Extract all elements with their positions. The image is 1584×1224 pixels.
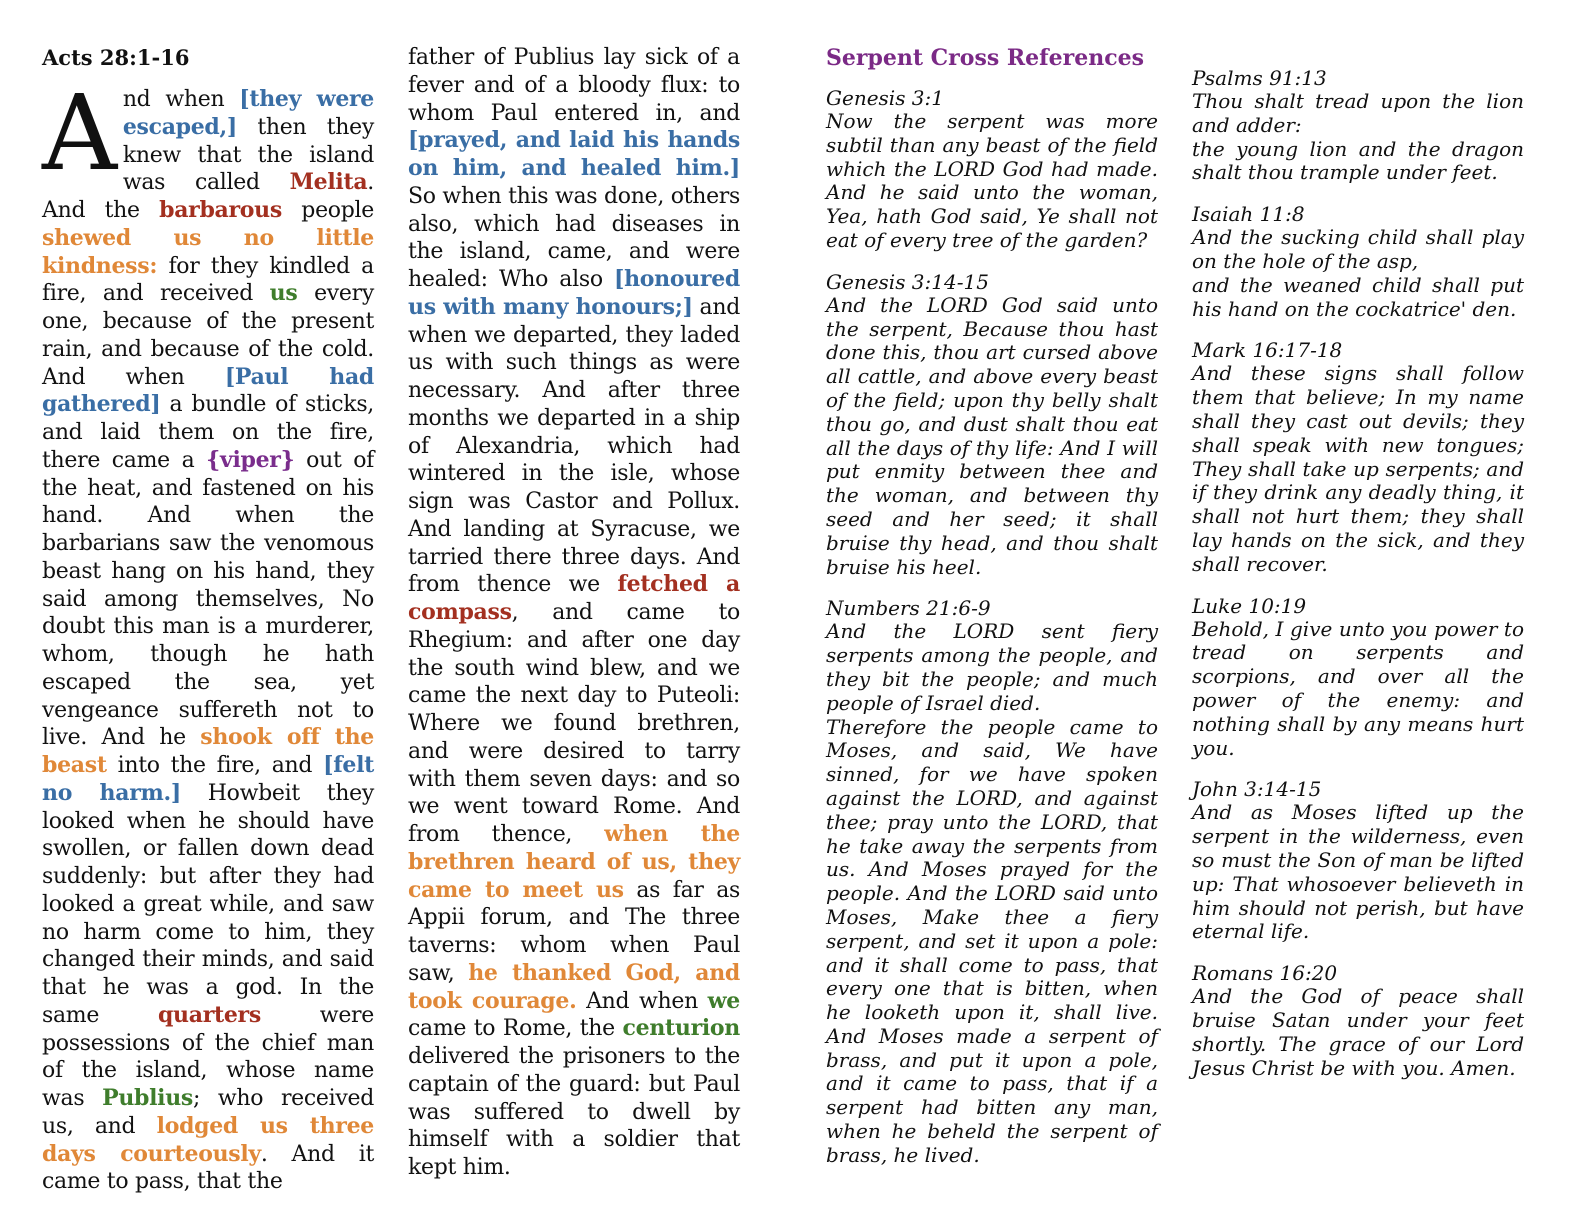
highlight-blue: [honoured us with many honours;] [408, 266, 740, 320]
reference-citation: Isaiah 11:8 [1192, 202, 1305, 227]
drop-cap: A [42, 72, 117, 194]
reference-line: Therefore the people came to Moses, and said, We have sinned, for we have spoken against the LORD, and against thee; pray unto the LORD, that he take away the serpents from us. And Moses prayed for the people. And the LORD said unto Moses, Make thee a fiery serpent, and set it upon a pole: and it shall come to pass, that every one that is bitten, when he looketh upon it, shall live. And Moses made a serpent of brass, and put it upon a pole, and it came to pass, that if a serpent had bitten any man, when he beheld the serpent of brass, he lived. [826, 714, 1158, 1167]
reference-text [1192, 618, 1524, 761]
highlight-green: Publius [102, 1085, 194, 1111]
reference-line: And as Moses lifted up the serpent in the wilderness, even so must the Son of man be lifted up: That whosoever believeth in him should not perish, but have eternal life. [1192, 800, 1524, 944]
reference-citation: Genesis 3:1 [826, 86, 944, 110]
passage-segment: then they knew that the island was called [122, 114, 374, 196]
passage-segment: ; who received us, and [42, 1086, 375, 1139]
reference-line: the young lion and the dragon shalt thou trample under feet. [1192, 136, 1524, 185]
passage-text-1 [42, 72, 375, 1196]
reference-text [1192, 801, 1524, 944]
passage-column-1 [42, 44, 374, 1196]
passage-segment: Howbeit they looked when he should have swollen, or fallen down dead suddenly: but after they had looked a great while, and saw no harm come to him, they changed their minds, and said that he was a god. In the same [42, 780, 374, 1028]
highlight-red: Melita [289, 169, 368, 196]
reference-entry [1192, 202, 1524, 321]
reference-entry [826, 86, 1158, 253]
reference-line: Behold, I give unto you power to tread on serpents and scorpions, and over all the power of the enemy: and nothing shall by any means hurt you. [1192, 616, 1524, 760]
passage-segment: people [281, 198, 374, 223]
passage-segment: were possessions of the chief man of the island, whose name was [42, 1002, 374, 1111]
highlight-blue: [felt no harm.] [42, 752, 374, 806]
highlight-green: we [707, 987, 740, 1014]
reference-citation: Numbers 21:6-9 [826, 596, 991, 621]
passage-segment: , and came to Rhegium: and after one day the south wind blew, and we came the next day to Puteoli: Where we found brethren, and were desired to tarry with them seven days: and so we went toward Rome. And from thence, [408, 600, 740, 847]
passage-segment: father of Publius lay sick of a fever and of a bloody flux: to whom Paul entered in, and [408, 45, 740, 126]
reference-line: and the weaned child shall put his hand on the cockatrice' den. [1192, 272, 1524, 321]
passage-segment: . And it came to pass, that the [42, 1141, 374, 1195]
reference-entry [826, 596, 1158, 1167]
reference-entry [1192, 594, 1524, 761]
highlight-purple: {viper} [206, 446, 295, 473]
reference-line: And the sucking child shall play on the hole of the asp, [1192, 225, 1524, 273]
reference-text [1192, 362, 1524, 576]
reference-entry [1192, 961, 1524, 1080]
highlight-blue: [Paul had gathered] [42, 363, 374, 418]
reference-line: And the God of peace shall bruise Satan under your feet shortly. The grace of our Lord Jesus Christ be with you. Amen. [1192, 984, 1524, 1080]
highlight-blue: [they were escaped,] [122, 86, 375, 140]
reference-text [1192, 226, 1524, 321]
passage-segment: for they kindled a fire, and received [42, 253, 374, 307]
references-title: Serpent Cross References [826, 45, 1144, 71]
highlight-orange: he thanked God, and took courage. [408, 959, 740, 1014]
references-column-1 [826, 44, 1158, 1185]
highlight-orange: shewed us no little kindness: [42, 224, 374, 279]
reference-entry [1192, 338, 1524, 576]
reference-entry [826, 270, 1158, 580]
highlight-red: quarters [157, 1001, 261, 1028]
passage-segment: and when we departed, they laded us with such things as were necessary. And after three months we departed in a ship of Alexandria, which had wintered in the isle, whose sign was Castor and Pollux. And landing at Syracuse, we tarried there three days. And from thence we [408, 294, 740, 598]
passage-segment: a bundle of sticks, and laid them on the fire, there came a [42, 392, 374, 473]
passage-segment: out of the heat, and fastened on his hand. And when the barbarians saw the venomous beast hang on his hand, they said among themselves, No doubt this man is a murderer, whom, though he hath escaped the sea, yet vengeance suffereth not to live. And he [42, 447, 374, 751]
reference-text [826, 110, 1158, 253]
reference-line: And these signs shall follow them that believe; In my name shall they cast out devils; they shall speak with new tongues; They shall take up serpents; and if they drink any deadly thing, it shall not hurt them; they shall lay hands on the sick, and they shall recover. [1192, 361, 1524, 576]
highlight-blue: [prayed, and laid his hands on him, and healed him.] [408, 127, 740, 181]
passage-segment: So when this was done, others also, which had diseases in the island, came, and were healed: Who also [408, 183, 740, 292]
reference-citation: John 3:14-15 [1192, 777, 1322, 802]
passage-segment: nd when [122, 87, 240, 112]
passage-column-2 [408, 44, 740, 1182]
passage-segment: . And the [42, 170, 374, 223]
reference-text [1192, 985, 1524, 1080]
reference-line: Thou shalt tread upon the lion and adder: [1192, 89, 1524, 137]
references-column-2 [1192, 66, 1524, 1097]
reference-line: And the LORD God said unto the serpent, Because thou hast done this, thou art cursed above all cattle, and above every beast of the field; upon thy belly shalt thou go, and dust shalt thou eat all the days of thy life: And I will put enmity between thee and the woman, and between thy seed and her seed; it shall bruise thy head, and thou shalt bruise his heel. [826, 292, 1158, 579]
passage-segment: into the fire, and [106, 753, 324, 778]
reference-citation: Luke 10:19 [1192, 593, 1307, 618]
reference-list-1 [826, 86, 1158, 1168]
highlight-red: fetched a compass [408, 571, 740, 625]
reference-list-2 [1192, 66, 1524, 1080]
reference-line: And the LORD sent fiery serpents among the people, and they bit the people; and much people of Israel died. [826, 619, 1158, 715]
reference-citation: Psalms 91:13 [1192, 66, 1327, 90]
highlight-red: barbarous [159, 197, 282, 223]
reference-text [1192, 90, 1524, 185]
reference-text [826, 294, 1158, 580]
highlight-orange: when the brethren heard of us, they came to meet us [408, 821, 740, 903]
reference-citation: Romans 16:20 [1192, 961, 1338, 986]
highlight-orange: shook off the beast [42, 724, 374, 778]
reference-citation: Genesis 3:14-15 [826, 269, 989, 294]
reference-entry [1192, 66, 1524, 185]
highlight-green: us [269, 280, 298, 307]
highlight-green: centurion [622, 1015, 740, 1042]
passage-segment: delivered the prisoners to the captain of the guard: but Paul was suffered to dwell by himself with a soldier that kept him. [408, 1044, 740, 1180]
reference-line: Now the serpent was more subtil than any beast of the field which the LORD God had made. And he said unto the woman, Yea, hath God said, Ye shall not eat of every tree of the garden? [826, 109, 1158, 252]
reference-citation: Mark 16:17-18 [1192, 338, 1343, 363]
passage-title: Acts 28:1-16 [42, 45, 190, 70]
passage-text-2 [408, 44, 740, 1182]
passage-segment: as far as Appii forum, and The three taverns: whom when Paul saw, [408, 877, 740, 986]
reference-entry [1192, 777, 1524, 944]
highlight-orange: lodged us three days courteously [42, 1112, 374, 1167]
reference-text [826, 620, 1158, 1167]
passage-segment: came to Rome, the [408, 1016, 623, 1042]
passage-segment: And when [576, 988, 708, 1014]
passage-segment: every one, because of the present rain, and because of the cold. And when [42, 281, 374, 390]
